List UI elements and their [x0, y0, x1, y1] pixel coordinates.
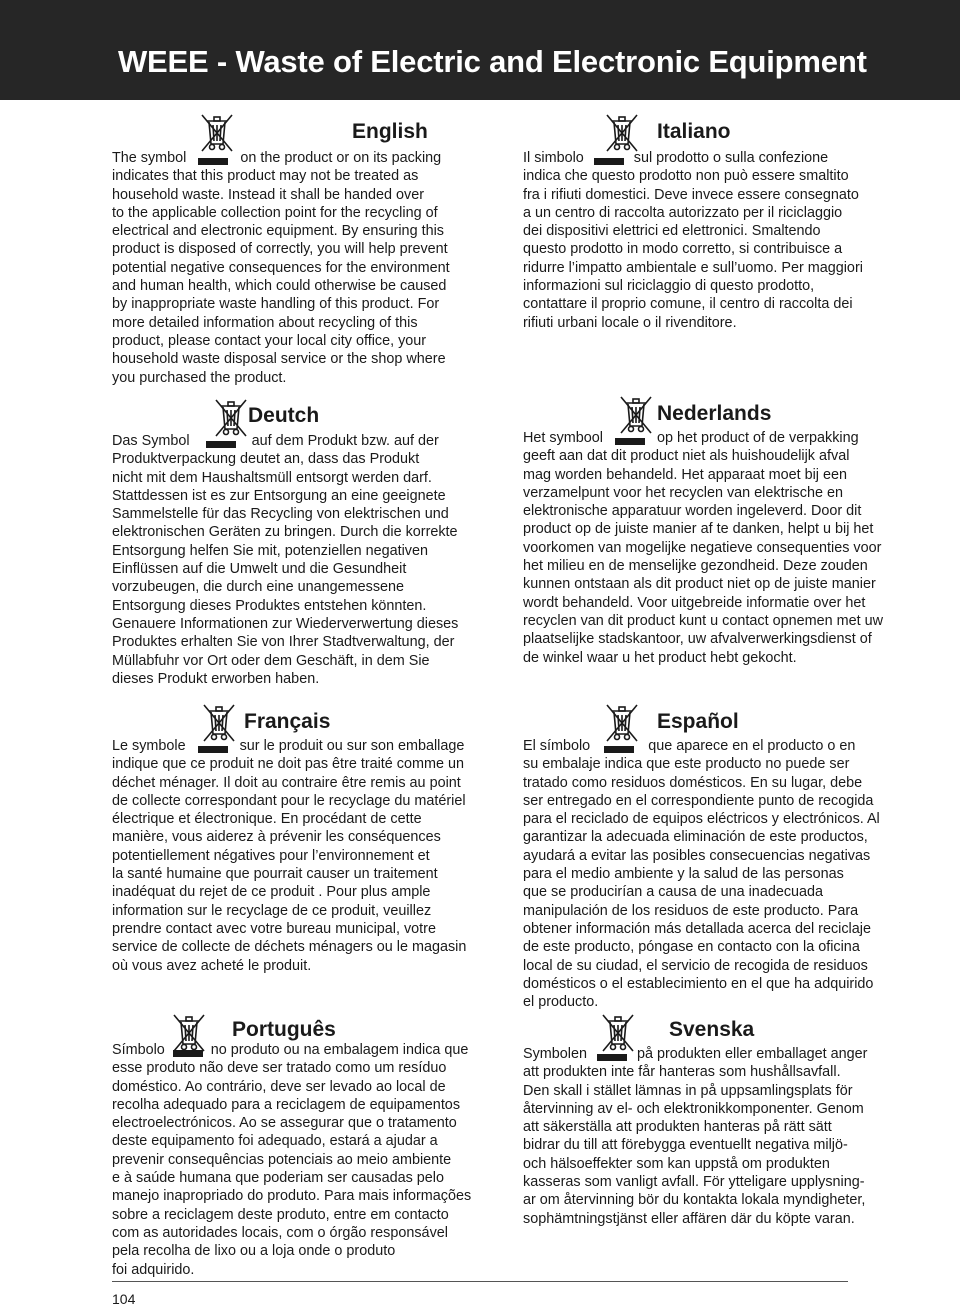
body-line: e à saúde humana que poderiam ser causadas pelo	[112, 1170, 445, 1187]
section-heading: Español	[657, 710, 739, 733]
black-bar-icon	[173, 1050, 203, 1057]
body-line: électrique et électronique. En procédant de cette	[112, 811, 422, 828]
body-line	[523, 737, 913, 755]
section-body	[112, 737, 502, 975]
body-line	[112, 432, 492, 450]
body-line: de collecte correspondant pour le recyclage du matériel	[112, 792, 466, 809]
body-line: voorkomen van mogelijke negatieve consequenties voor	[523, 539, 882, 556]
section-heading: English	[352, 120, 428, 143]
body-line: para el reciclado de equipos eléctricos y electrónicos. Al	[523, 811, 880, 828]
body-line: foi adquirido.	[112, 1261, 195, 1278]
body-line: att produkten inte får hanteras som hushållsavfall.	[523, 1064, 841, 1081]
body-line: more detailed information about recycling of this	[112, 314, 418, 331]
section-heading: Français	[244, 710, 331, 733]
body-line: electrical and electronic equipment. By ensuring this	[112, 223, 444, 240]
body-line: kasseras som vanligt avfall. För ytteligare upplysning-	[523, 1174, 865, 1191]
section-heading: Deutch	[248, 404, 320, 427]
body-line: verzamelpunt voor het recyclen van elektrische en	[523, 484, 843, 501]
line-text: que aparece en el producto o en	[648, 738, 856, 754]
body-line: het milieu en de menselijke gezondheid. Deze zouden	[523, 558, 868, 575]
body-line: obtener información más detallada acerca del reciclaje	[523, 920, 871, 937]
section-heading: Svenska	[669, 1018, 755, 1041]
line-text: The symbol	[112, 150, 187, 166]
body-line: indique que ce produit ne doit pas être traité comme un	[112, 756, 464, 773]
body-line: manejo inapropriado do produto. Para mais informações	[112, 1188, 472, 1205]
body-line: dei dispositivi elettrici ed elettronici. Smaltendo	[523, 223, 821, 240]
body-line: wordt behandeld. Voor uitgebreide informatie over het	[523, 594, 866, 611]
line-text: Il simbolo	[523, 150, 584, 166]
section-body	[112, 149, 492, 387]
body-line: domésticos o el establecimiento en el que ha adquirido	[523, 975, 874, 992]
body-line: potential negative consequences for the environment	[112, 259, 450, 276]
body-line: Entsorgung dieses Produktes entstehen könnten.	[112, 597, 427, 614]
body-line: potentiellement négatives pour l’environnement et	[112, 847, 430, 864]
body-line: ser entregado en el correspondiente punto de recogida	[523, 792, 874, 809]
line-text: Das Symbol	[112, 433, 190, 449]
body-line: sobre a reciclagem deste produto, entre em contacto	[112, 1206, 449, 1223]
body-line: Müllabfuhr vor Ort oder dem Geschäft, in dem Sie	[112, 652, 430, 669]
line-text: no produto ou na embalagem indica que	[210, 1042, 469, 1058]
body-line: by inappropriate waste handling of this product. For	[112, 296, 440, 313]
black-bar-icon	[594, 158, 624, 165]
body-line: manière, vous aiderez à prévenir les conséquences	[112, 829, 441, 846]
body-line: manipulación de los residuos de este producto. Para	[523, 902, 859, 919]
body-line: product op de juiste manier af te danken, helpt u bij het	[523, 521, 874, 538]
body-line: ayudará a evitar las posibles consecuencias negativas	[523, 847, 871, 864]
body-line: de este producto, póngase en contacto con la oficina	[523, 939, 860, 956]
body-line: que se producirían a causa de una inadecuada	[523, 884, 824, 901]
body-line: ridurre l’impatto ambientale e sull’uomo. Per maggiori	[523, 259, 863, 276]
body-line: product is disposed of correctly, you will help prevent	[112, 241, 448, 258]
body-line: och hälsoeffekter som kan uppstå om produkten	[523, 1155, 830, 1172]
page-number: 104	[112, 1291, 136, 1307]
black-bar-icon	[198, 158, 228, 165]
body-line: déchet ménager. Il doit au contraire être remis au point	[112, 774, 461, 791]
body-line: Einflüssen auf die Umwelt und die Gesundheit	[112, 561, 407, 578]
section-heading: Italiano	[657, 120, 731, 143]
body-line: information sur le recyclage de ce produit, veuillez	[112, 902, 432, 919]
footer-divider	[112, 1281, 848, 1282]
line-text: Símbolo	[112, 1042, 165, 1058]
black-bar-icon	[597, 1054, 627, 1061]
line-text: Het symbool	[523, 430, 603, 446]
body-line: bidrar du till att förebygga eventuellt negativa miljö-	[523, 1137, 848, 1154]
body-line: ar om återvinning bör du kontakta lokala myndigheter,	[523, 1192, 866, 1209]
body-line: Den skall i stället lämnas in på uppsamlingsplats för	[523, 1082, 853, 1099]
body-line: Sammelstelle für das Recycling von elektrischen und	[112, 506, 449, 523]
body-line: you purchased the product.	[112, 369, 287, 386]
black-bar-icon	[615, 438, 645, 445]
body-line: doméstico. Ao contrário, deve ser levado ao local de	[112, 1078, 446, 1095]
body-line: su embalaje indica que este producto no puede ser	[523, 756, 850, 773]
line-text: sul prodotto o sulla confezione	[633, 150, 829, 166]
body-line: garantizar la adecuada eliminación de este productos,	[523, 829, 868, 846]
body-line: indica che questo prodotto non può essere smaltito	[523, 168, 849, 185]
body-line: att säkerställa att produkten hanteras på rätt sätt	[523, 1119, 832, 1136]
body-line: pela recolha de lixo ou a loja onde o produto	[112, 1243, 396, 1260]
body-line: household waste. Instead it shall be handed over	[112, 186, 425, 203]
black-bar-icon	[604, 746, 634, 753]
line-text: Le symbole	[112, 738, 186, 754]
body-line: electroelectrónicos. Ao se assegurar que o tratamento	[112, 1115, 457, 1132]
line-text: sur le produit ou sur son emballage	[239, 738, 465, 754]
body-line: and human health, which could otherwise be caused	[112, 278, 447, 295]
page-title: WEEE - Waste of Electric and Electronic Equipment	[118, 44, 867, 79]
section-heading: Nederlands	[657, 402, 772, 425]
body-line: vorzubeugen, die durch eine unangemessene	[112, 579, 405, 596]
body-line	[112, 737, 502, 755]
line-text: på produkten eller emballaget anger	[637, 1046, 868, 1062]
body-line: tratado como residuos domésticos. En su lugar, debe	[523, 774, 863, 791]
black-bar-icon	[198, 746, 228, 753]
body-line: a un centro di raccolta autorizzato per il riciclaggio	[523, 204, 843, 221]
body-line: informazioni sul riciclaggio di questo prodotto,	[523, 278, 815, 295]
section-body	[112, 432, 492, 688]
body-line: recyclen van dit product kunt u contact opnemen met uw	[523, 612, 883, 629]
body-line: kunnen ontstaan als dit product niet op de juiste manier	[523, 576, 876, 593]
body-line: contattare il proprio comune, il centro di raccolta dei	[523, 296, 853, 313]
body-line: sophämtningstjänst eller affären där du köpte varan.	[523, 1210, 855, 1227]
body-line	[523, 429, 913, 447]
body-line: återvinning av el- och elektronikkomponenter. Genom	[523, 1100, 864, 1117]
body-line: geeft aan dat dit product niet als huishoudelijk afval	[523, 448, 850, 465]
body-line: Produktverpackung deutet an, dass das Produkt	[112, 451, 420, 468]
body-line: esse produto não deve ser tratado como um resíduo	[112, 1060, 447, 1077]
body-line: product, please contact your local city office, your	[112, 332, 427, 349]
body-line: elektronische apparatuur worden ingeleverd. Door dit	[523, 503, 862, 520]
body-line: questo prodotto in modo corretto, si contribuisce a	[523, 241, 843, 258]
body-line: prendre contact avec votre bureau municipal, votre	[112, 920, 436, 937]
body-line: elektronischen Geräten zu bringen. Durch die korrekte	[112, 524, 458, 541]
body-line	[523, 149, 903, 167]
body-line: com as autoridades locais, com o órgão responsável	[112, 1224, 448, 1241]
body-line: service de collecte de déchets ménagers ou le magasin	[112, 939, 467, 956]
section-body	[112, 1041, 502, 1279]
body-line: dieses Produkt erworben haben.	[112, 670, 320, 687]
body-line: la santé humaine que pourrait causer un traitement	[112, 866, 438, 883]
section-heading: Português	[232, 1018, 336, 1041]
body-line: prevenir consequências potenciais ao meio ambiente	[112, 1151, 452, 1168]
section-body	[523, 1045, 913, 1228]
body-line: rifiuti urbani locale o il rivenditore.	[523, 314, 737, 331]
body-line: de winkel waar u het product hebt gekocht.	[523, 649, 797, 666]
body-line: para el medio ambiente y la salud de las personas	[523, 866, 844, 883]
line-text: auf dem Produkt bzw. auf der	[251, 433, 439, 449]
body-line: indicates that this product may not be treated as	[112, 168, 419, 185]
body-line: household waste disposal service or the shop where	[112, 351, 446, 368]
body-line: Entsorgung helfen Sie mit, potenziellen negativen	[112, 542, 429, 559]
body-line: nicht mit dem Haushaltsmüll entsorgt werden darf.	[112, 469, 432, 486]
page-header	[0, 0, 960, 100]
body-line: recolha adequado para a reciclagem de equipamentos	[112, 1096, 461, 1113]
body-line	[112, 149, 492, 167]
body-line: local de su ciudad, el servicio de recogida de residuos	[523, 957, 868, 974]
body-line: to the applicable collection point for the recycling of	[112, 204, 438, 221]
body-line: où vous avez acheté le produit.	[112, 957, 312, 974]
body-line: plaatselijke stadskantoor, uw afvalverwerkingsdienst of	[523, 631, 872, 648]
section-body	[523, 737, 913, 1011]
body-line: Stattdessen ist es zur Entsorgung an eine geeignete	[112, 487, 446, 504]
body-line: mag worden behandeld. Het apparaat moet bij een	[523, 466, 848, 483]
body-line: el producto.	[523, 994, 599, 1011]
line-text: El símbolo	[523, 738, 591, 754]
black-bar-icon	[206, 441, 236, 448]
section-body	[523, 149, 903, 332]
line-text: Symbolen	[523, 1046, 587, 1062]
body-line: Genauere Informationen zur Wiederverwertung dieses	[112, 615, 459, 632]
body-line: inadéquat du rejet de ce produit . Pour plus ample	[112, 884, 431, 901]
body-line: fra i rifiuti domestici. Deve invece essere consegnato	[523, 186, 859, 203]
body-line: Produktes erhalten Sie von Ihrer Stadtverwaltung, der	[112, 634, 455, 651]
body-line	[112, 1041, 502, 1059]
line-text: on the product or on its packing	[240, 150, 442, 166]
section-body	[523, 429, 913, 667]
body-line	[523, 1045, 913, 1063]
line-text: op het product of de verpakking	[656, 430, 859, 446]
body-line: deste equipamento foi adequado, estará a ajudar a	[112, 1133, 438, 1150]
